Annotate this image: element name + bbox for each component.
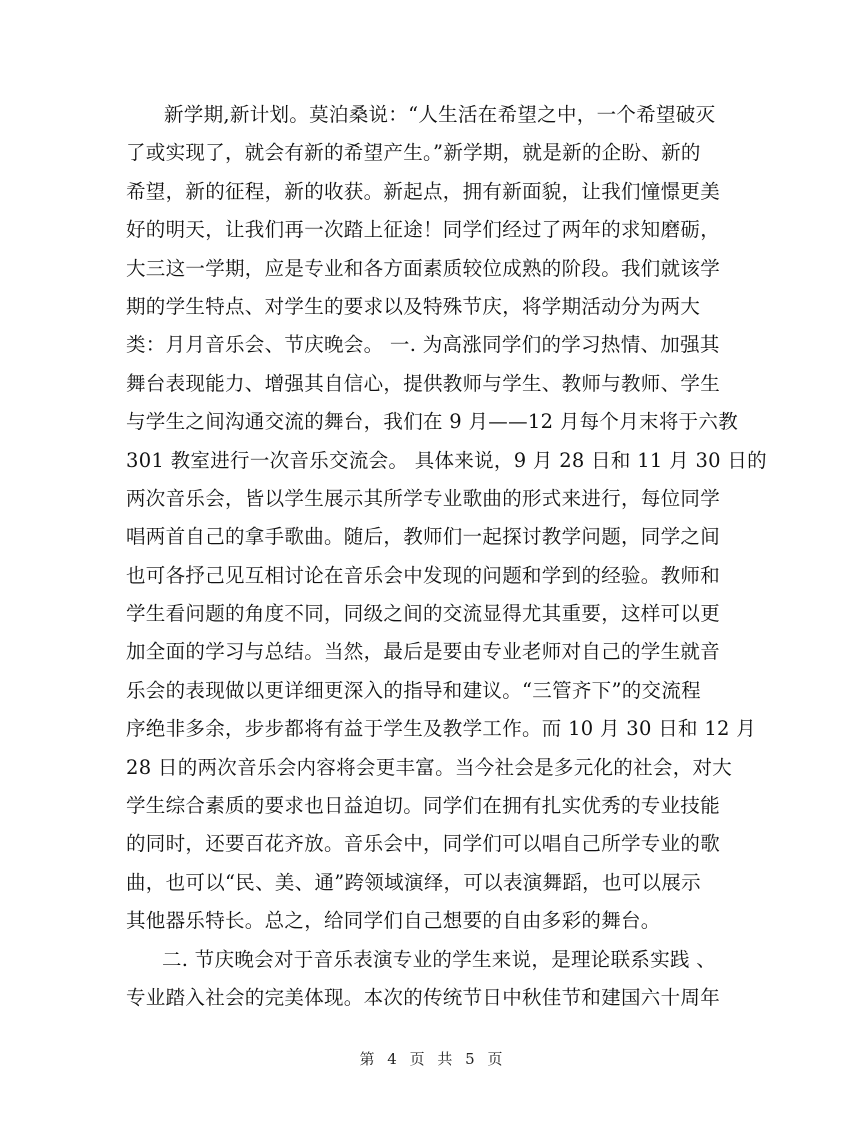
text-line: 期的学生特点、对学生的要求以及特殊节庆，将学期活动分为两大 xyxy=(126,294,701,318)
text-line: 与学生之间沟通交流的舞台，我们在 9 月——12 月每个月末将于六教 xyxy=(126,410,739,434)
text-line: 类：月月音乐会、节庆晚会。 一. 为高涨同学们的学习热情、加强其 xyxy=(126,333,720,357)
text-line: 曲，也可以“民、美、通”跨领域演绎，可以表演舞蹈，也可以展示 xyxy=(126,870,701,894)
text-line: 28 日的两次音乐会内容将会更丰富。当今社会是多元化的社会，对大 xyxy=(126,755,733,779)
text-line: 新学期,新计划。莫泊桑说：“人生活在希望之中，一个希望破灭 xyxy=(164,103,716,126)
text-line: 乐会的表现做以更详细更深入的指导和建议。“三管齐下”的交流程 xyxy=(126,678,701,702)
text-line: 好的明天，让我们再一次踏上征途！同学们经过了两年的求知磨砺， xyxy=(126,218,721,242)
text-line: 大三这一学期，应是专业和各方面素质较位成熟的阶段。我们就该学 xyxy=(126,256,721,280)
text-line: 希望，新的征程，新的收获。新起点，拥有新面貌，让我们憧憬更美 xyxy=(126,179,721,203)
text-line: 了或实现了，就会有新的希望产生。”新学期，就是新的企盼、新的 xyxy=(126,141,701,165)
body-text xyxy=(126,96,767,1017)
text-line: 的同时，还要百花齐放。音乐会中，同学们可以唱自己所学专业的歌 xyxy=(126,832,721,856)
text-line: 学生综合素质的要求也日益迫切。同学们在拥有扎实优秀的专业技能 xyxy=(126,794,721,818)
text-line: 两次音乐会，皆以学生展示其所学专业歌曲的形式来进行，每位同学 xyxy=(126,486,721,510)
text-line: 加全面的学习与总结。当然，最后是要由专业老师对自己的学生就音 xyxy=(126,640,721,664)
page-number: 第 4 页 共 5 页 xyxy=(359,1050,507,1068)
text-line: 学生看问题的角度不同，同级之间的交流显得尤其重要，这样可以更 xyxy=(126,602,721,626)
text-line: 二. 节庆晚会对于音乐表演专业的学生来说，是理论联系实践 、 xyxy=(162,947,717,971)
text-line: 专业踏入社会的完美体现。本次的传统节日中秋佳节和建国六十周年 xyxy=(126,985,721,1009)
text-line: 301 教室进行一次音乐交流会。 具体来说，9 月 28 日和 11 月 30 日的 xyxy=(126,448,767,472)
text-line: 序绝非多余，步步都将有益于学生及教学工作。而 10 月 30 日和 12 月 xyxy=(126,717,757,741)
text-line: 也可各抒己见互相讨论在音乐会中发现的问题和学到的经验。教师和 xyxy=(126,563,721,587)
text-line: 舞台表现能力、增强其自信心，提供教师与学生、教师与教师、学生 xyxy=(126,371,721,395)
text-line: 唱两首自己的拿手歌曲。随后，教师们一起探讨教学问题，同学之间 xyxy=(126,525,721,549)
text-line: 其他器乐特长。总之，给同学们自己想要的自由多彩的舞台。 xyxy=(126,909,661,933)
